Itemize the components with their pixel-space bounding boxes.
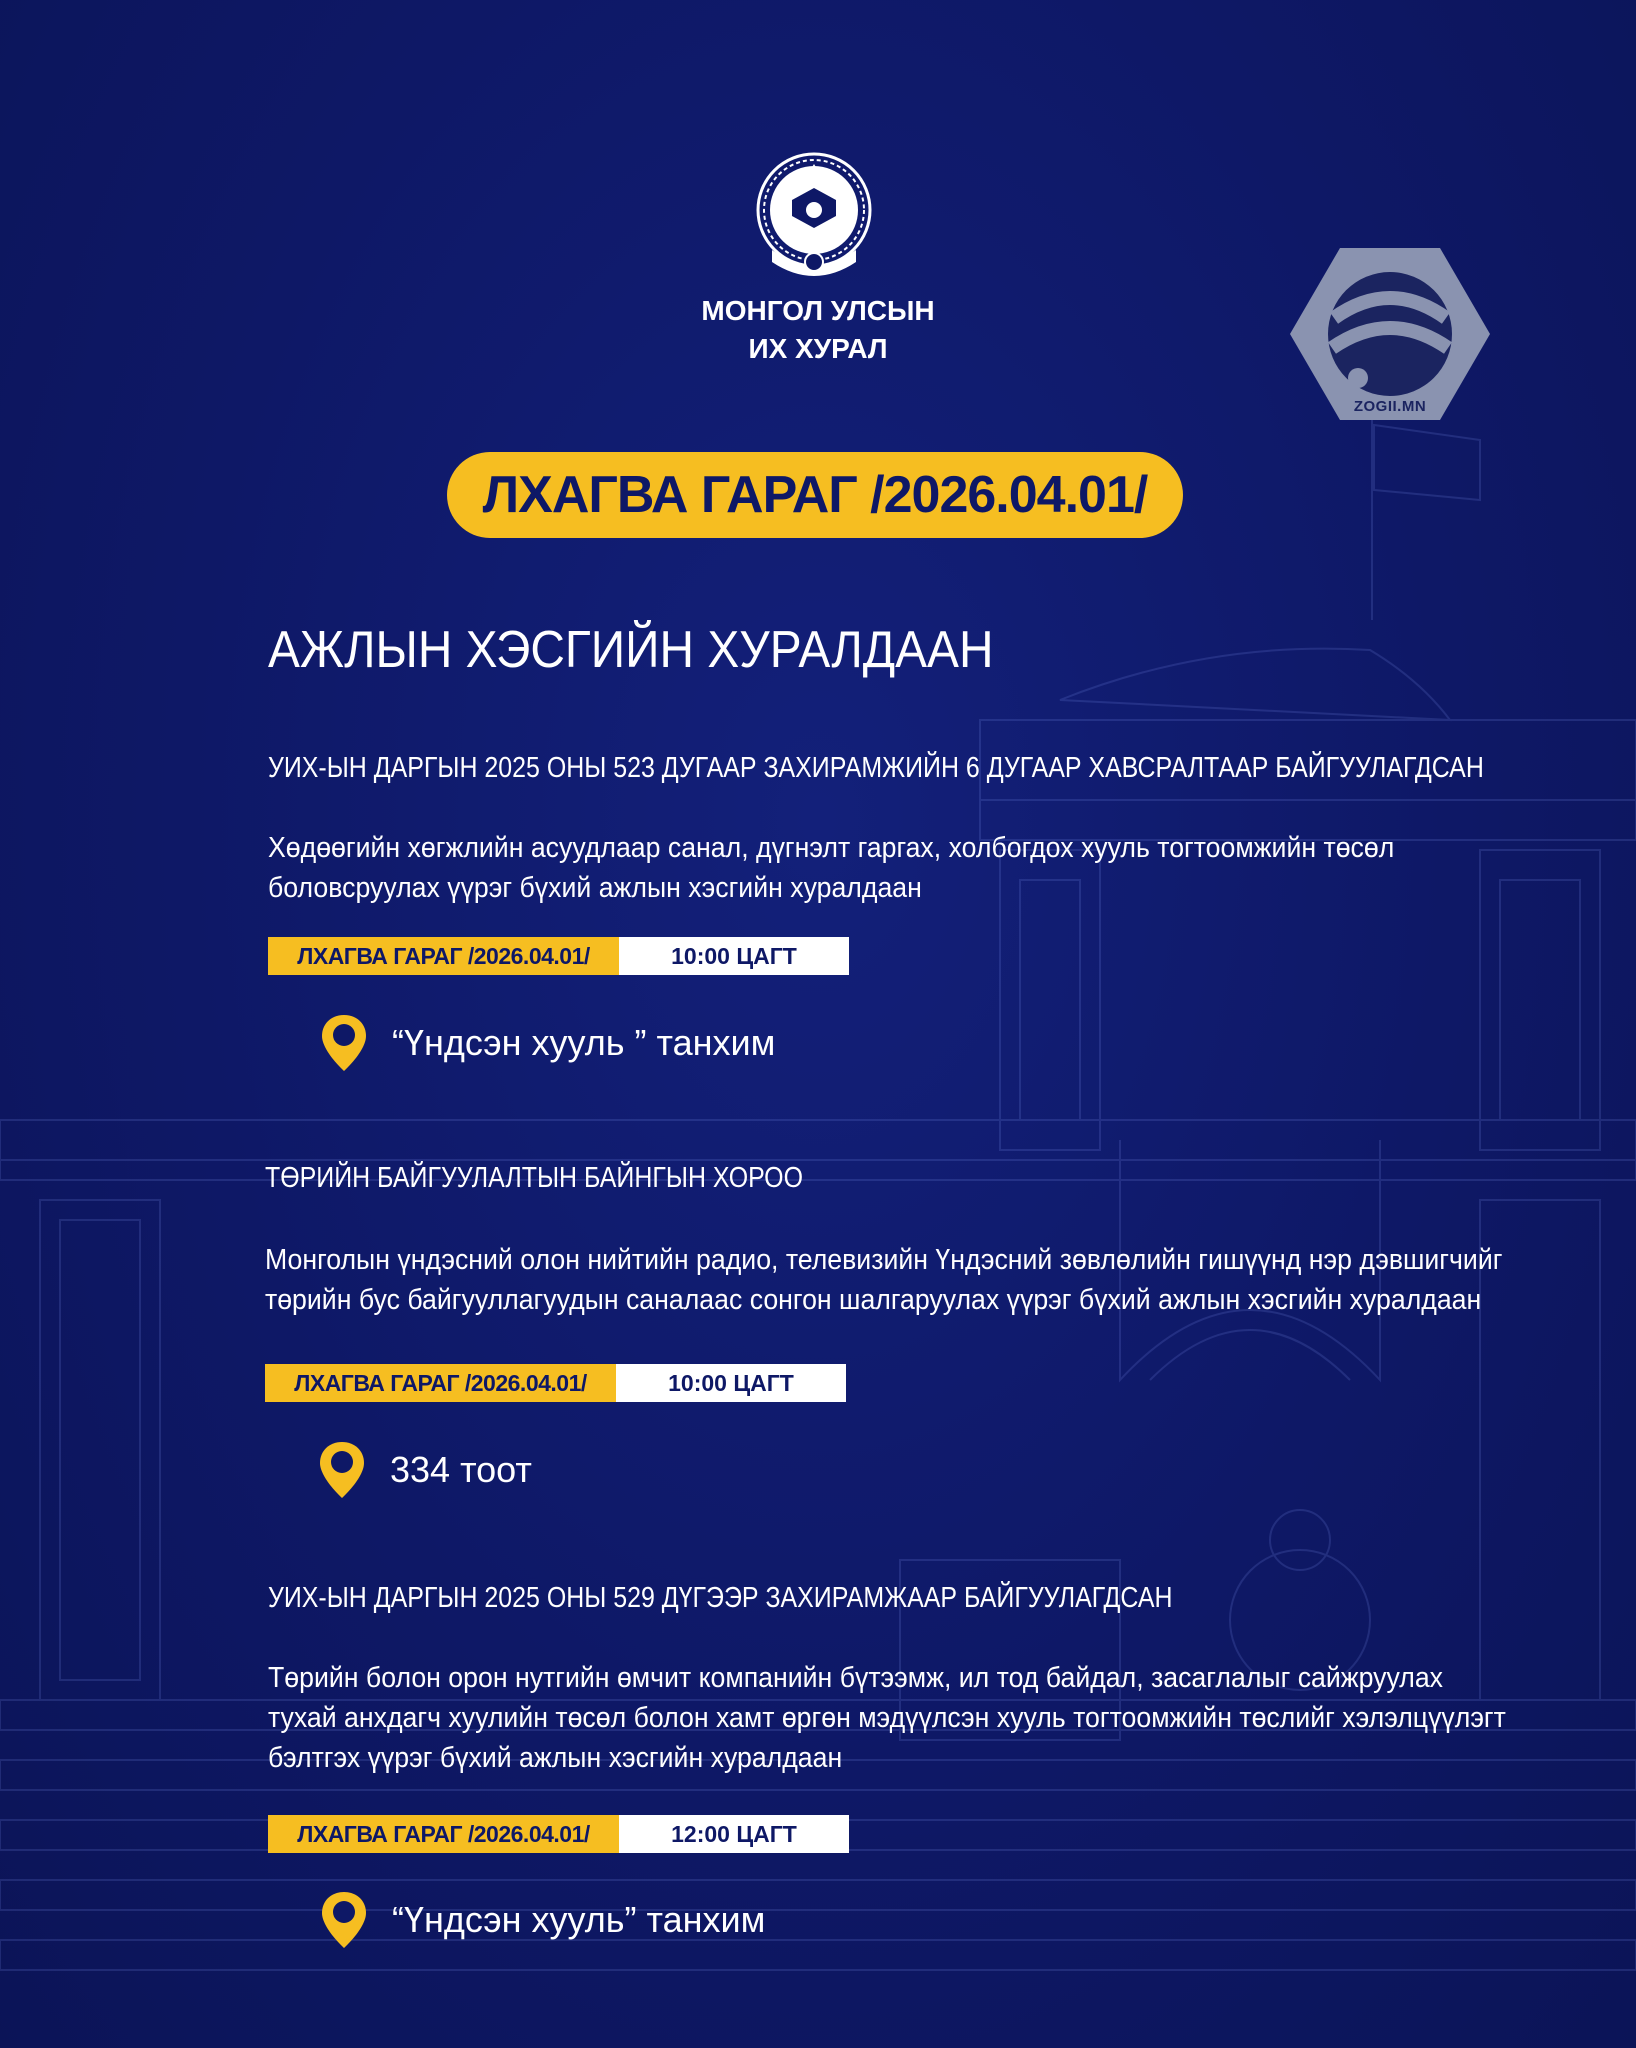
meeting-3-schedule-tag: [268, 1815, 849, 1853]
watermark-text: ZOGII.MN: [1353, 398, 1427, 415]
date-banner: ЛХАГВА ГАРАГ /2026.04.01/: [447, 452, 1183, 538]
meeting-1-location: [320, 1013, 775, 1073]
meeting-3-desc-line1: Төрийн болон орон нутгийн өмчит компанийн бүтээмж, ил тод байдал, засаглалыг сайжруулах: [268, 1662, 1444, 1694]
organization-name-line2: ИХ ХУРАЛ: [748, 333, 888, 364]
location-pin-icon: [318, 1440, 366, 1500]
meeting-2-location-text: 334 тоот: [390, 1449, 532, 1490]
meeting-2-description: [265, 1240, 1502, 1320]
meeting-3-subtitle: УИХ-ЫН ДАРГЫН 2025 ОНЫ 529 ДҮГЭЭР ЗАХИРАМЖААР БАЙГУУЛАГДСАН: [268, 1582, 1173, 1614]
location-pin-icon: [320, 1013, 368, 1073]
location-pin-icon: [320, 1890, 368, 1950]
meeting-3-location-text: “Үндсэн хууль” танхим: [392, 1899, 766, 1940]
meeting-2-subtitle: ТӨРИЙН БАЙГУУЛАЛТЫН БАЙНГЫН ХОРОО: [265, 1162, 803, 1194]
meeting-1-time: 10:00 ЦАГТ: [619, 937, 849, 975]
meeting-3-day: ЛХАГВА ГАРАГ /2026.04.01/: [268, 1815, 619, 1853]
meeting-3-time: 12:00 ЦАГТ: [619, 1815, 849, 1853]
meeting-1-desc-line1: Хөдөөгийн хөгжлийн асуудлаар санал, дүгнэлт гаргах, холбогдох хууль тогтоомжийн төсөл: [268, 832, 1395, 864]
meeting-3-desc-line2: тухай анхдагч хуулийн төсөл болон хамт өргөн мэдүүлсэн хууль тогтоомжийн төслийг хэлэлцүүлэгт: [268, 1702, 1506, 1734]
meeting-2-location: [318, 1440, 532, 1500]
meeting-1-location-text: “Үндсэн хууль ” танхим: [392, 1022, 776, 1063]
section-title: АЖЛЫН ХЭСГИЙН ХУРАЛДААН: [268, 621, 994, 679]
meeting-3-description: [268, 1658, 1506, 1778]
meeting-1-schedule-tag: [268, 937, 849, 975]
meeting-1-subtitle: УИХ-ЫН ДАРГЫН 2025 ОНЫ 523 ДУГААР ЗАХИРАМЖИЙН 6 ДУГААР ХАВСРАЛТААР БАЙГУУЛАГДСАН: [268, 752, 1484, 784]
organization-name: [618, 292, 1018, 368]
meeting-2-schedule-tag: [265, 1364, 846, 1402]
meeting-2-desc-line2: төрийн бус байгууллагуудын саналаас сонгон шалгаруулах үүрэг бүхий ажлын хэсгийн хуралдаан: [265, 1284, 1482, 1316]
meeting-1-desc-line2: боловсруулах үүрэг бүхий ажлын хэсгийн хуралдаан: [268, 872, 922, 904]
meeting-3-desc-line3: бэлтгэх үүрэг бүхий ажлын хэсгийн хуралдаан: [268, 1742, 843, 1774]
organization-name-line1: МОНГОЛ УЛСЫН: [701, 295, 935, 326]
state-emblem-icon: [752, 150, 877, 290]
meeting-2-desc-line1: Монголын үндэсний олон нийтийн радио, телевизийн Үндэсний зөвлөлийн гишүүнд нэр дэвшигчийг: [265, 1244, 1503, 1276]
meeting-2-day: ЛХАГВА ГАРАГ /2026.04.01/: [265, 1364, 616, 1402]
zogii-logo-icon: [1290, 248, 1490, 420]
meeting-2-time: 10:00 ЦАГТ: [616, 1364, 846, 1402]
meeting-1-description: [268, 828, 1394, 908]
meeting-1-day: ЛХАГВА ГАРАГ /2026.04.01/: [268, 937, 619, 975]
meeting-3-location: [320, 1890, 765, 1950]
